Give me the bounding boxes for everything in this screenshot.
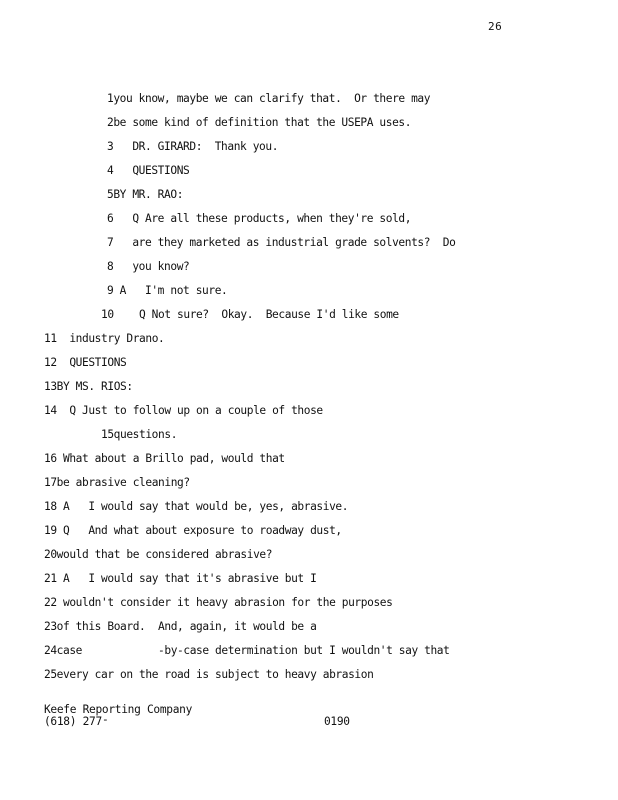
transcript-line: 23of this Board. And, again, it would be a [44, 620, 317, 633]
transcript-line: 25every car on the road is subject to heavy abrasion [44, 668, 374, 681]
transcript-line: 4 QUESTIONS [107, 164, 190, 177]
transcript-line: 3 DR. GIRARD: Thank you. [107, 140, 279, 153]
transcript-line: 12 QUESTIONS [44, 356, 127, 369]
footer-phone-dash: - [102, 713, 109, 726]
transcript-line: 11 industry Drano. [44, 332, 165, 345]
transcript-line: 16 What about a Brillo pad, would that [44, 452, 285, 465]
transcript-line: 10 Q Not sure? Okay. Because I'd like some [101, 308, 399, 321]
transcript-line: 13BY MS. RIOS: [44, 380, 133, 393]
footer-phone-suffix: 0190 [324, 715, 350, 728]
transcript-line: 15questions. [101, 428, 178, 441]
transcript-line: 7 are they marketed as industrial grade solvents? Do [107, 236, 456, 249]
page-number: 26 [488, 20, 503, 33]
transcript-line: 18 A I would say that would be, yes, abrasive. [44, 500, 349, 513]
footer-phone-prefix: (618) 277 [44, 715, 102, 728]
transcript-line: 21 A I would say that it's abrasive but I [44, 572, 317, 585]
transcript-line: 9 A I'm not sure. [107, 284, 228, 297]
transcript-line: 24case -by-case determination but I wouldn't say that [44, 644, 450, 657]
transcript-line: 8 you know? [107, 260, 190, 273]
transcript-line: 19 Q And what about exposure to roadway dust, [44, 524, 342, 537]
transcript-line: 17be abrasive cleaning? [44, 476, 190, 489]
transcript-line: 14 Q Just to follow up on a couple of those [44, 404, 323, 417]
footer-company: Keefe Reporting Company [44, 703, 193, 716]
transcript-line: 22 wouldn't consider it heavy abrasion for the purposes [44, 596, 393, 609]
transcript-line: 20would that be considered abrasive? [44, 548, 273, 561]
transcript-line: 5BY MR. RAO: [107, 188, 184, 201]
transcript-line: 2be some kind of definition that the USEPA uses. [107, 116, 412, 129]
transcript-line: 6 Q Are all these products, when they're sold, [107, 212, 412, 225]
transcript-line: 1you know, maybe we can clarify that. Or there may [107, 92, 431, 105]
